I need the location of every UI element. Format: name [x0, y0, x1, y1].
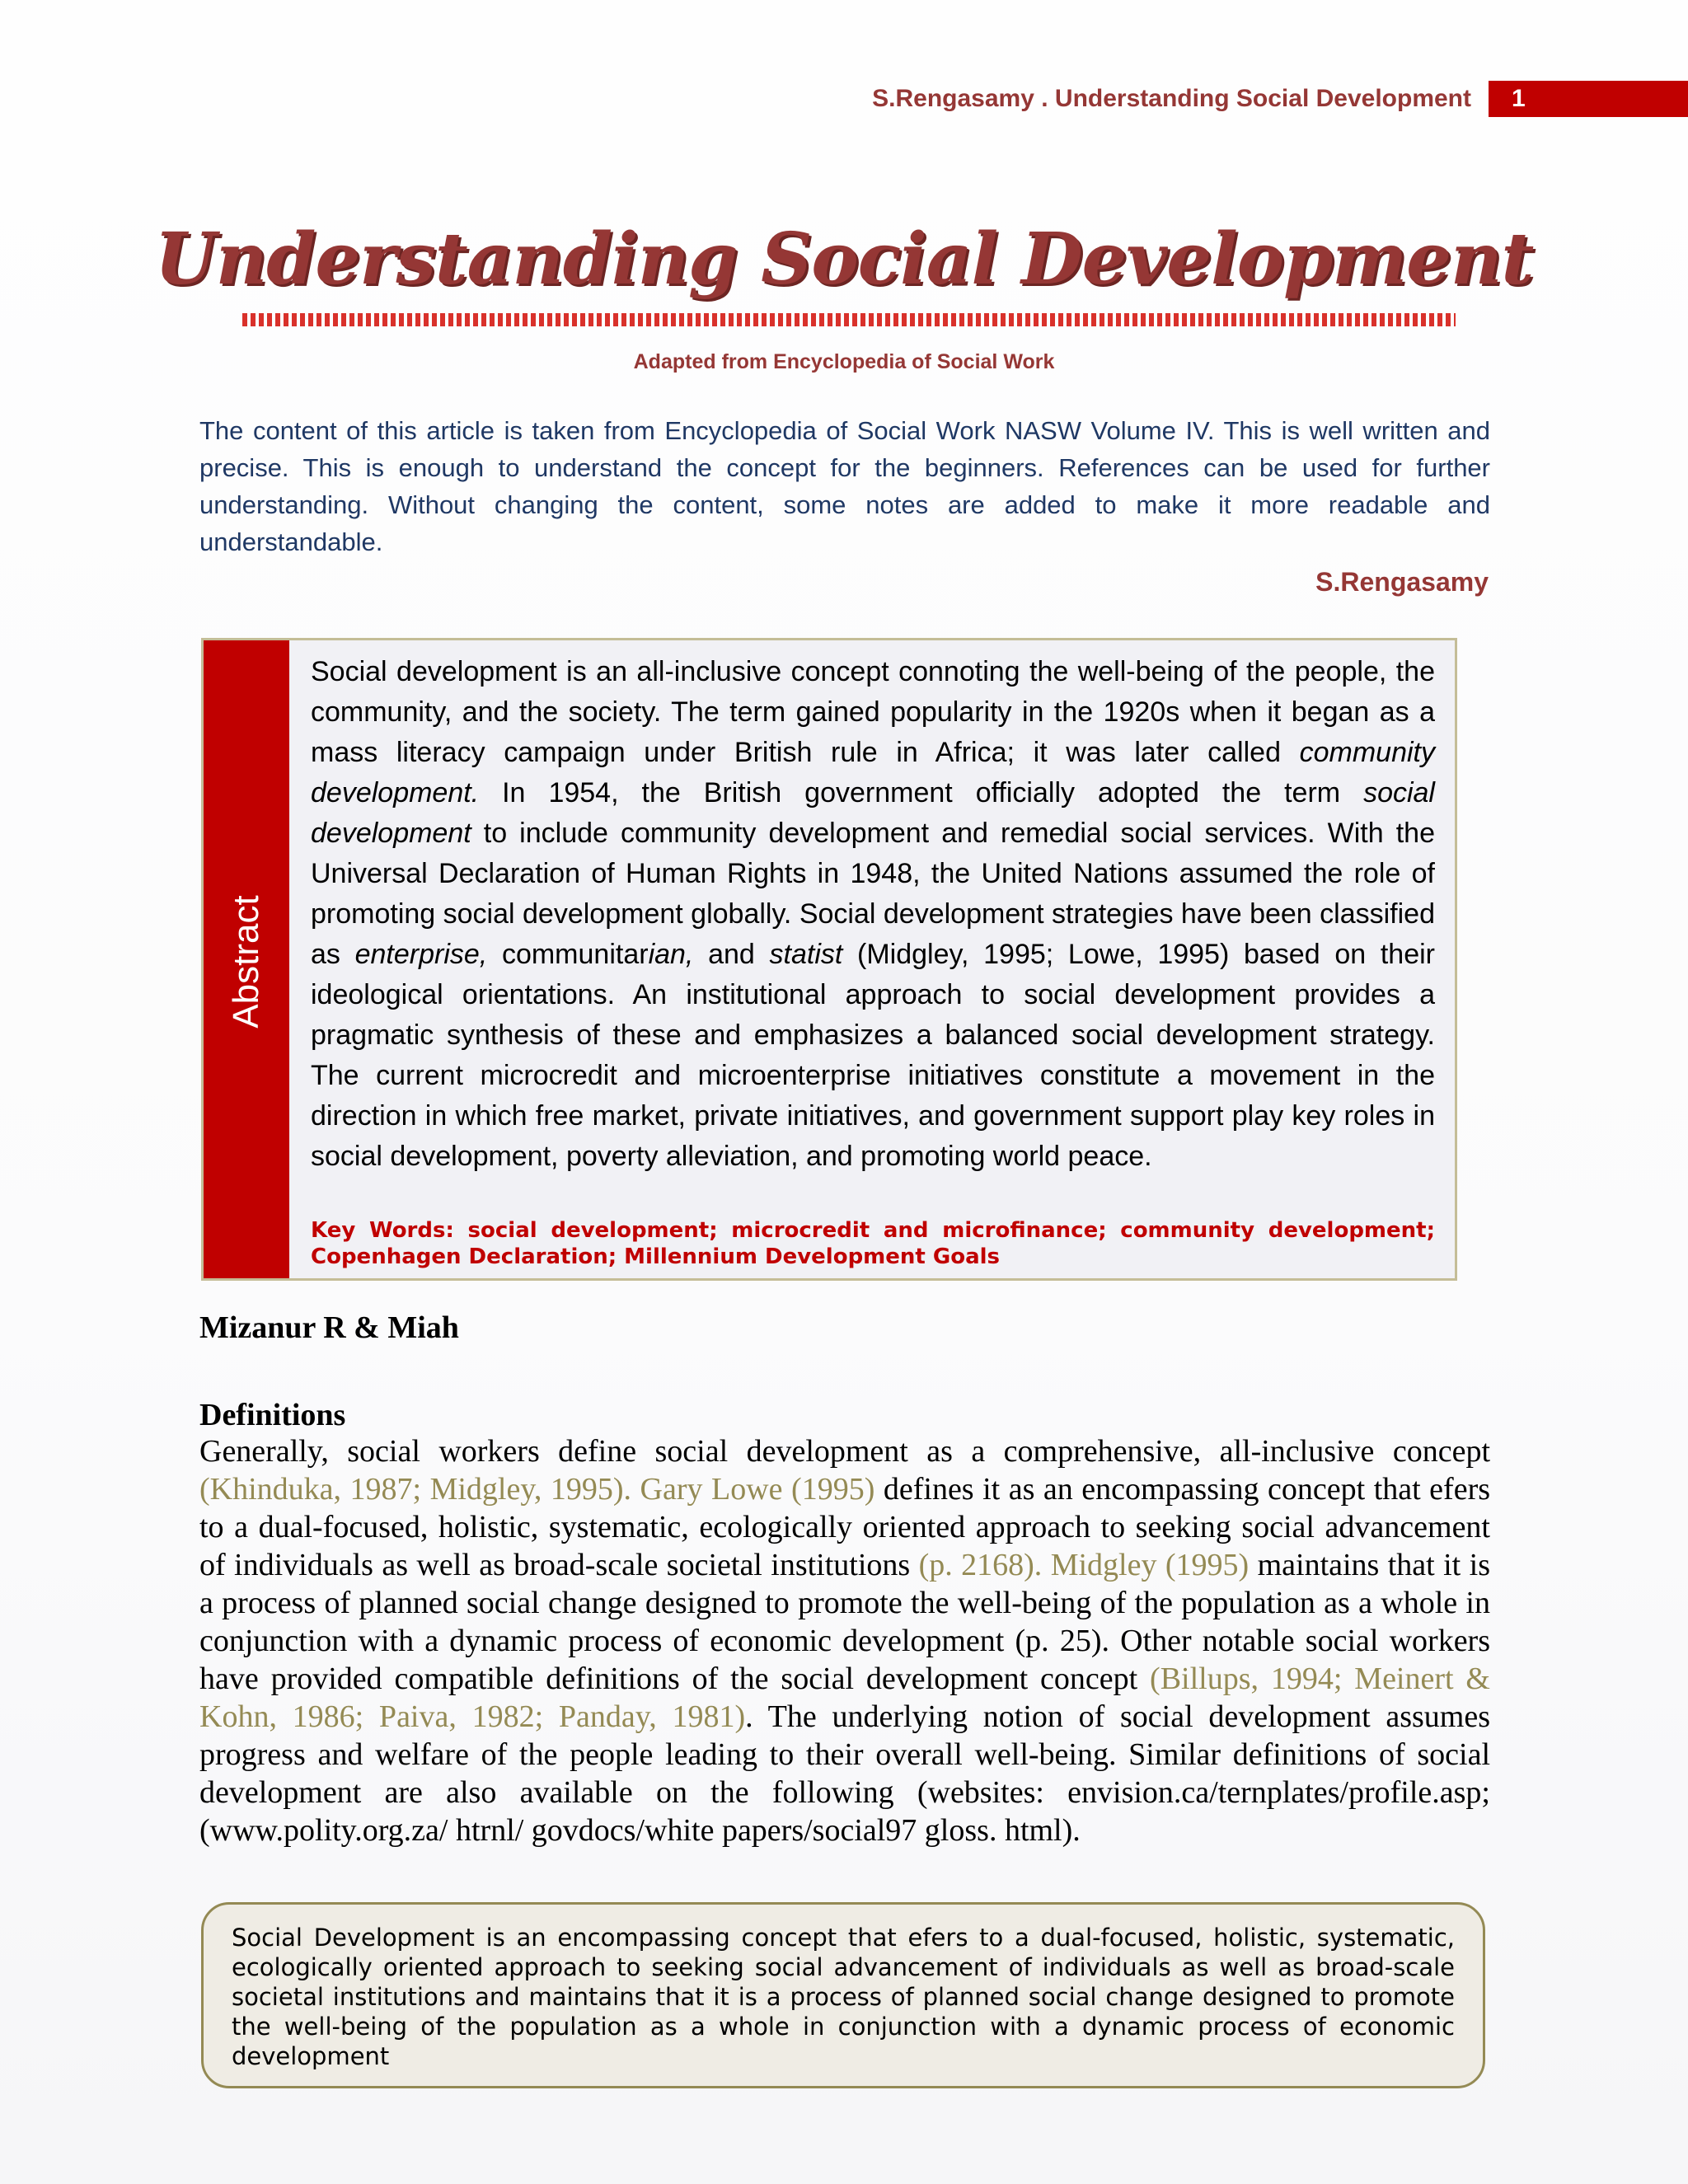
document-title: Understanding Social Development — [154, 218, 1534, 301]
abstract-italic-term: community development. — [311, 737, 1435, 808]
citation-reference: (Khinduka, 1987; Midgley, 1995). Gary Lowe (1995) — [199, 1472, 875, 1507]
abstract-italic-term: enterprise, — [354, 939, 488, 970]
definitions-text-run: . The underlying notion of social development assumes progress and welfare of the people leading to their overall well-being. Similar definitions of social development are also available on the following (websites: envision.ca/ternplates/profile.asp; (www.polity.org.za/ htrnl/ govdocs/white papers/social97 gloss. html). — [199, 1699, 1490, 1848]
intro-author: S.Rengasamy — [1315, 567, 1489, 597]
abstract-text — [311, 652, 1435, 1177]
abstract-text-run: communitar — [487, 939, 649, 970]
page-number: 1 — [1512, 85, 1526, 112]
intro-paragraph: The content of this article is taken from Encyclopedia of Social Work NASW Volume IV. This is well written and precise. This is enough to understand the concept for the beginners. References can be used for further understanding. Without changing the content, some notes are added to make it more readable and understandable. — [199, 416, 1490, 556]
citation-reference: (p. 2168). Midgley (1995) — [918, 1548, 1250, 1582]
abstract-italic-term: ian, — [648, 939, 694, 970]
abstract-text-run: to include community development and remedial social services. With the Universal Declaration of Human Rights in 1948, the United Nations assumed the role of promoting social development globally. Social development strategies have been classified as — [311, 818, 1435, 970]
definitions-text-run: Generally, social workers define social development as a comprehensive, all-inclusive concept — [199, 1434, 1490, 1469]
callout-text: Social Development is an encompassing concept that efers to a dual-focused, holistic, systematic, ecologically oriented approach to seeking social advancement of individuals as well as broad-scale societal institutions and maintains that it is a process of planned social change designed to promote the well-being of the population as a whole in conjunction with a dynamic process of economic development — [232, 1924, 1455, 2070]
abstract-italic-term: statist — [769, 939, 843, 970]
definition-callout-box — [201, 1902, 1485, 2088]
citation-reference: (Billups, 1994; Meinert & Kohn, 1986; Paiva, 1982; Panday, 1981) — [199, 1661, 1490, 1734]
abstract-tab-label: Abstract — [226, 895, 266, 1029]
abstract-text-run: and — [693, 939, 770, 970]
definitions-text-run: defines it as an encompassing concept that efers to a dual-focused, holistic, systematic, ecologically oriented approach to seeking social advancement of individuals as well as broad-scale societal institutions — [199, 1472, 1491, 1582]
title-underline-rule — [242, 313, 1456, 326]
abstract-text-run: (Midgley, 1995; Lowe, 1995) based on their ideological orientations. An institutional approach to social development provides a pragmatic synthesis of these and emphasizes a balanced social development strategy. The current microcredit and microenterprise initiatives constitute a movement in the direction in which free market, private initiatives, and government support play key roles in social development, poverty alleviation, and promoting world peace. — [311, 939, 1435, 1172]
definitions-heading: Definitions — [199, 1398, 346, 1432]
abstract-text-run: Social development is an all-inclusive concept connoting the well-being of the people, the community, and the society. The term gained popularity in the 1920s when it began as a mass literacy campaign under British rule in Africa; it was later called — [311, 656, 1435, 768]
page-number-box — [1489, 81, 1688, 117]
article-authors: Mizanur R & Miah — [199, 1310, 459, 1345]
definitions-paragraph — [199, 1432, 1490, 1849]
abstract-text-run: In 1954, the British government officially adopted the term — [479, 777, 1364, 808]
document-subtitle: Adapted from Encyclopedia of Social Work — [633, 350, 1055, 373]
abstract-italic-term: social development — [311, 777, 1435, 849]
abstract-side-tab — [204, 640, 289, 1278]
definitions-text-run: maintains that it is a process of planned social change designed to promote the well-being of the population as a whole in conjunction with a dynamic process of economic development (p. 25). Other notable social workers have provided compatible definitions of the social development concept — [199, 1548, 1490, 1696]
abstract-keywords: Key Words: social development; microcredit and microfinance; community development; Copenhagen Declaration; Millennium Development Goals — [311, 1218, 1435, 1269]
running-header-title: S.Rengasamy . Understanding Social Development — [872, 85, 1471, 112]
abstract-box — [201, 638, 1457, 1281]
